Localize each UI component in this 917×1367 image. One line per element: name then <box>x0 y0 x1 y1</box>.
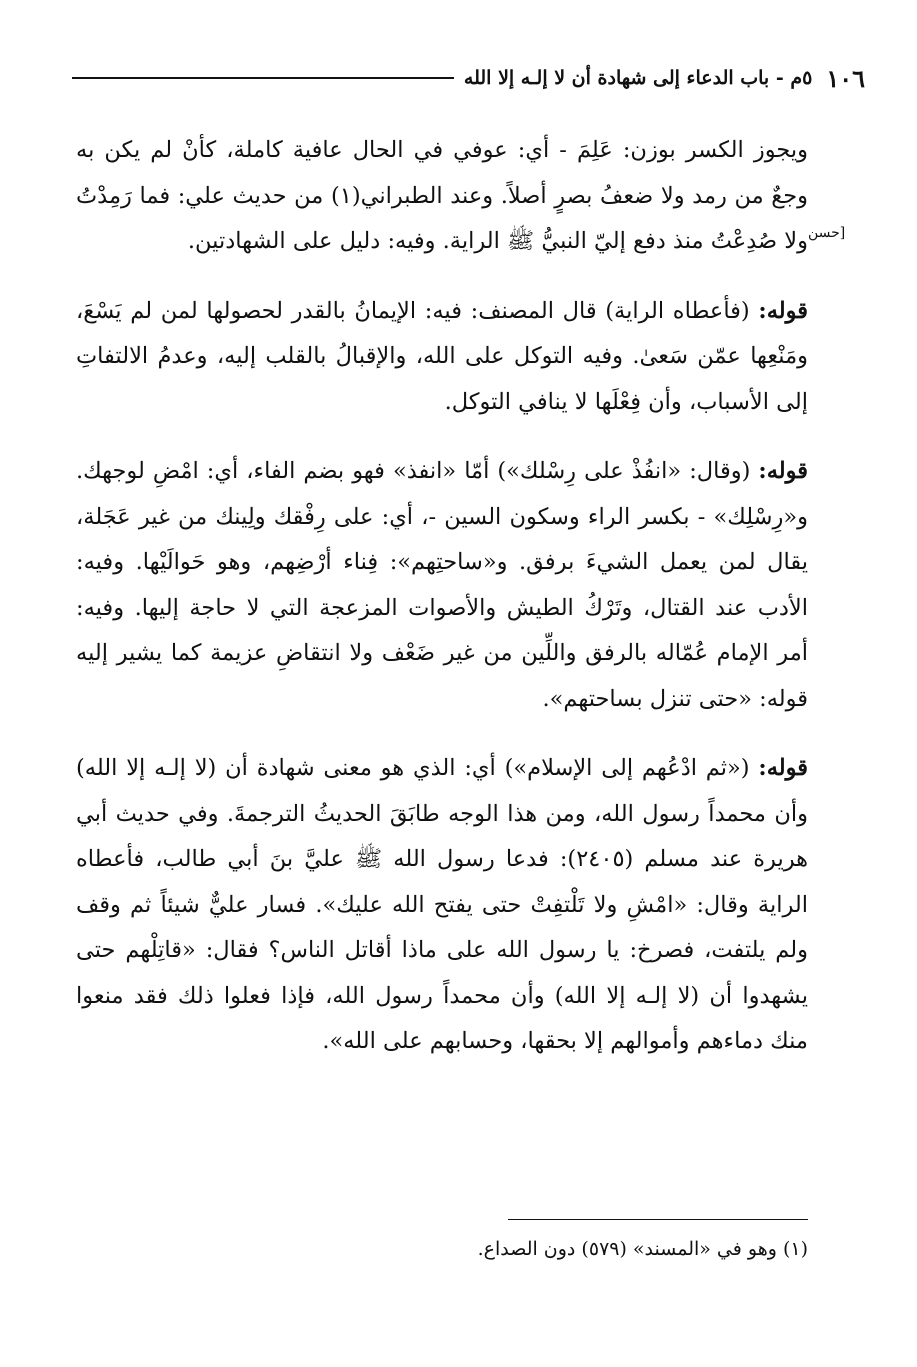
paragraph-text: ويجوز الكسر بوزن: عَلِمَ - أي: عوفي في الحال عافية كاملة، كأنْ لم يكن به وجعٌ من رمد ولا ضعفُ بصرٍ أصلاً. وعند الطبراني(١) من حديث علي: فما رَمِدْتُ ولا صُدِعْتُ منذ دفع إليّ النبيُّ ﷺ الراية. وفيه: دليل على الشهادتين. <box>76 137 808 254</box>
page-header <box>72 58 865 98</box>
page-number: ١٠٦ <box>826 63 865 93</box>
paragraph-text: (فأعطاه الراية) قال المصنف: فيه: الإيمانُ بالقدر لحصولها لمن لم يَسْعَ، ومَنْعِها عمّن سَعىٰ. وفيه التوكل على الله، والإقبالُ بالقلب إليه، وعدمُ الالتفاتِ إلى الأسباب، وأن فِعْلَها لا ينافي التوكل. <box>76 297 808 415</box>
margin-grade-note: [حسن <box>808 225 846 241</box>
paragraph-lead: قوله: <box>758 458 808 484</box>
main-text <box>76 128 808 1089</box>
footnote-rule <box>508 1219 808 1220</box>
paragraph-lead: قوله: <box>758 297 808 324</box>
paragraph <box>76 289 808 426</box>
running-title: ٥م - باب الدعاء إلى شهادة أن لا إلـه إلا الله <box>463 67 813 89</box>
paragraph <box>76 128 808 265</box>
header-rule <box>72 77 454 79</box>
paragraph <box>76 746 808 1065</box>
paragraph-text: (وقال: «انفُذْ على رِسْلك») أمّا «انفذ» فهو بضم الفاء، أي: امْضِ لوجهك. و«رِسْلِك» - بكسر الراء وسكون السين -، أي: على رِفْقك ولِينك من غير عَجَلة، يقال لمن يعمل الشيءَ برفق. و«ساحتِهم»: فِناء أرْضِهم، وهو حَوالَيْها. وفيه: الأدب عند القتال، وتَرْكُ الطيش والأصوات المزعجة التي لا حاجة إليها. وفيه: أمر الإمام عُمّاله بالرفق واللِّين من غير ضَعْف ولا انتقاضِ عزيمة كما يشير إليه قوله: «حتى تنزل بساحتهم». <box>76 458 808 712</box>
footnote: (١) وهو في «المسند» (٥٧٩) دون الصداع. <box>477 1238 808 1260</box>
paragraph-lead: قوله: <box>758 755 808 781</box>
paragraph <box>76 449 808 722</box>
paragraph-text: («ثم ادْعُهم إلى الإسلام») أي: الذي هو معنى شهادة أن (لا إلـه إلا الله) وأن محمداً رسول الله، ومن هذا الوجه طابَقَ الحديثُ الترجمةَ. وفي حديث أبي هريرة عند مسلم (٢٤٠٥): فدعا رسول الله ﷺ عليَّ بنَ أبي طالب، فأعطاه الراية وقال: «امْشِ ولا تَلْتفِتْ حتى يفتح الله عليك». فسار عليٌّ شيئاً ثم وقف ولم يلتفت، فصرخ: يا رسول الله على ماذا أقاتل الناس؟ فقال: «قاتِلْهم حتى يشهدوا أن (لا إلـه إلا الله) وأن محمداً رسول الله، فإذا فعلوا ذلك فقد منعوا منك دماءهم وأموالهم إلا بحقها، وحسابهم على الله». <box>76 755 808 1054</box>
